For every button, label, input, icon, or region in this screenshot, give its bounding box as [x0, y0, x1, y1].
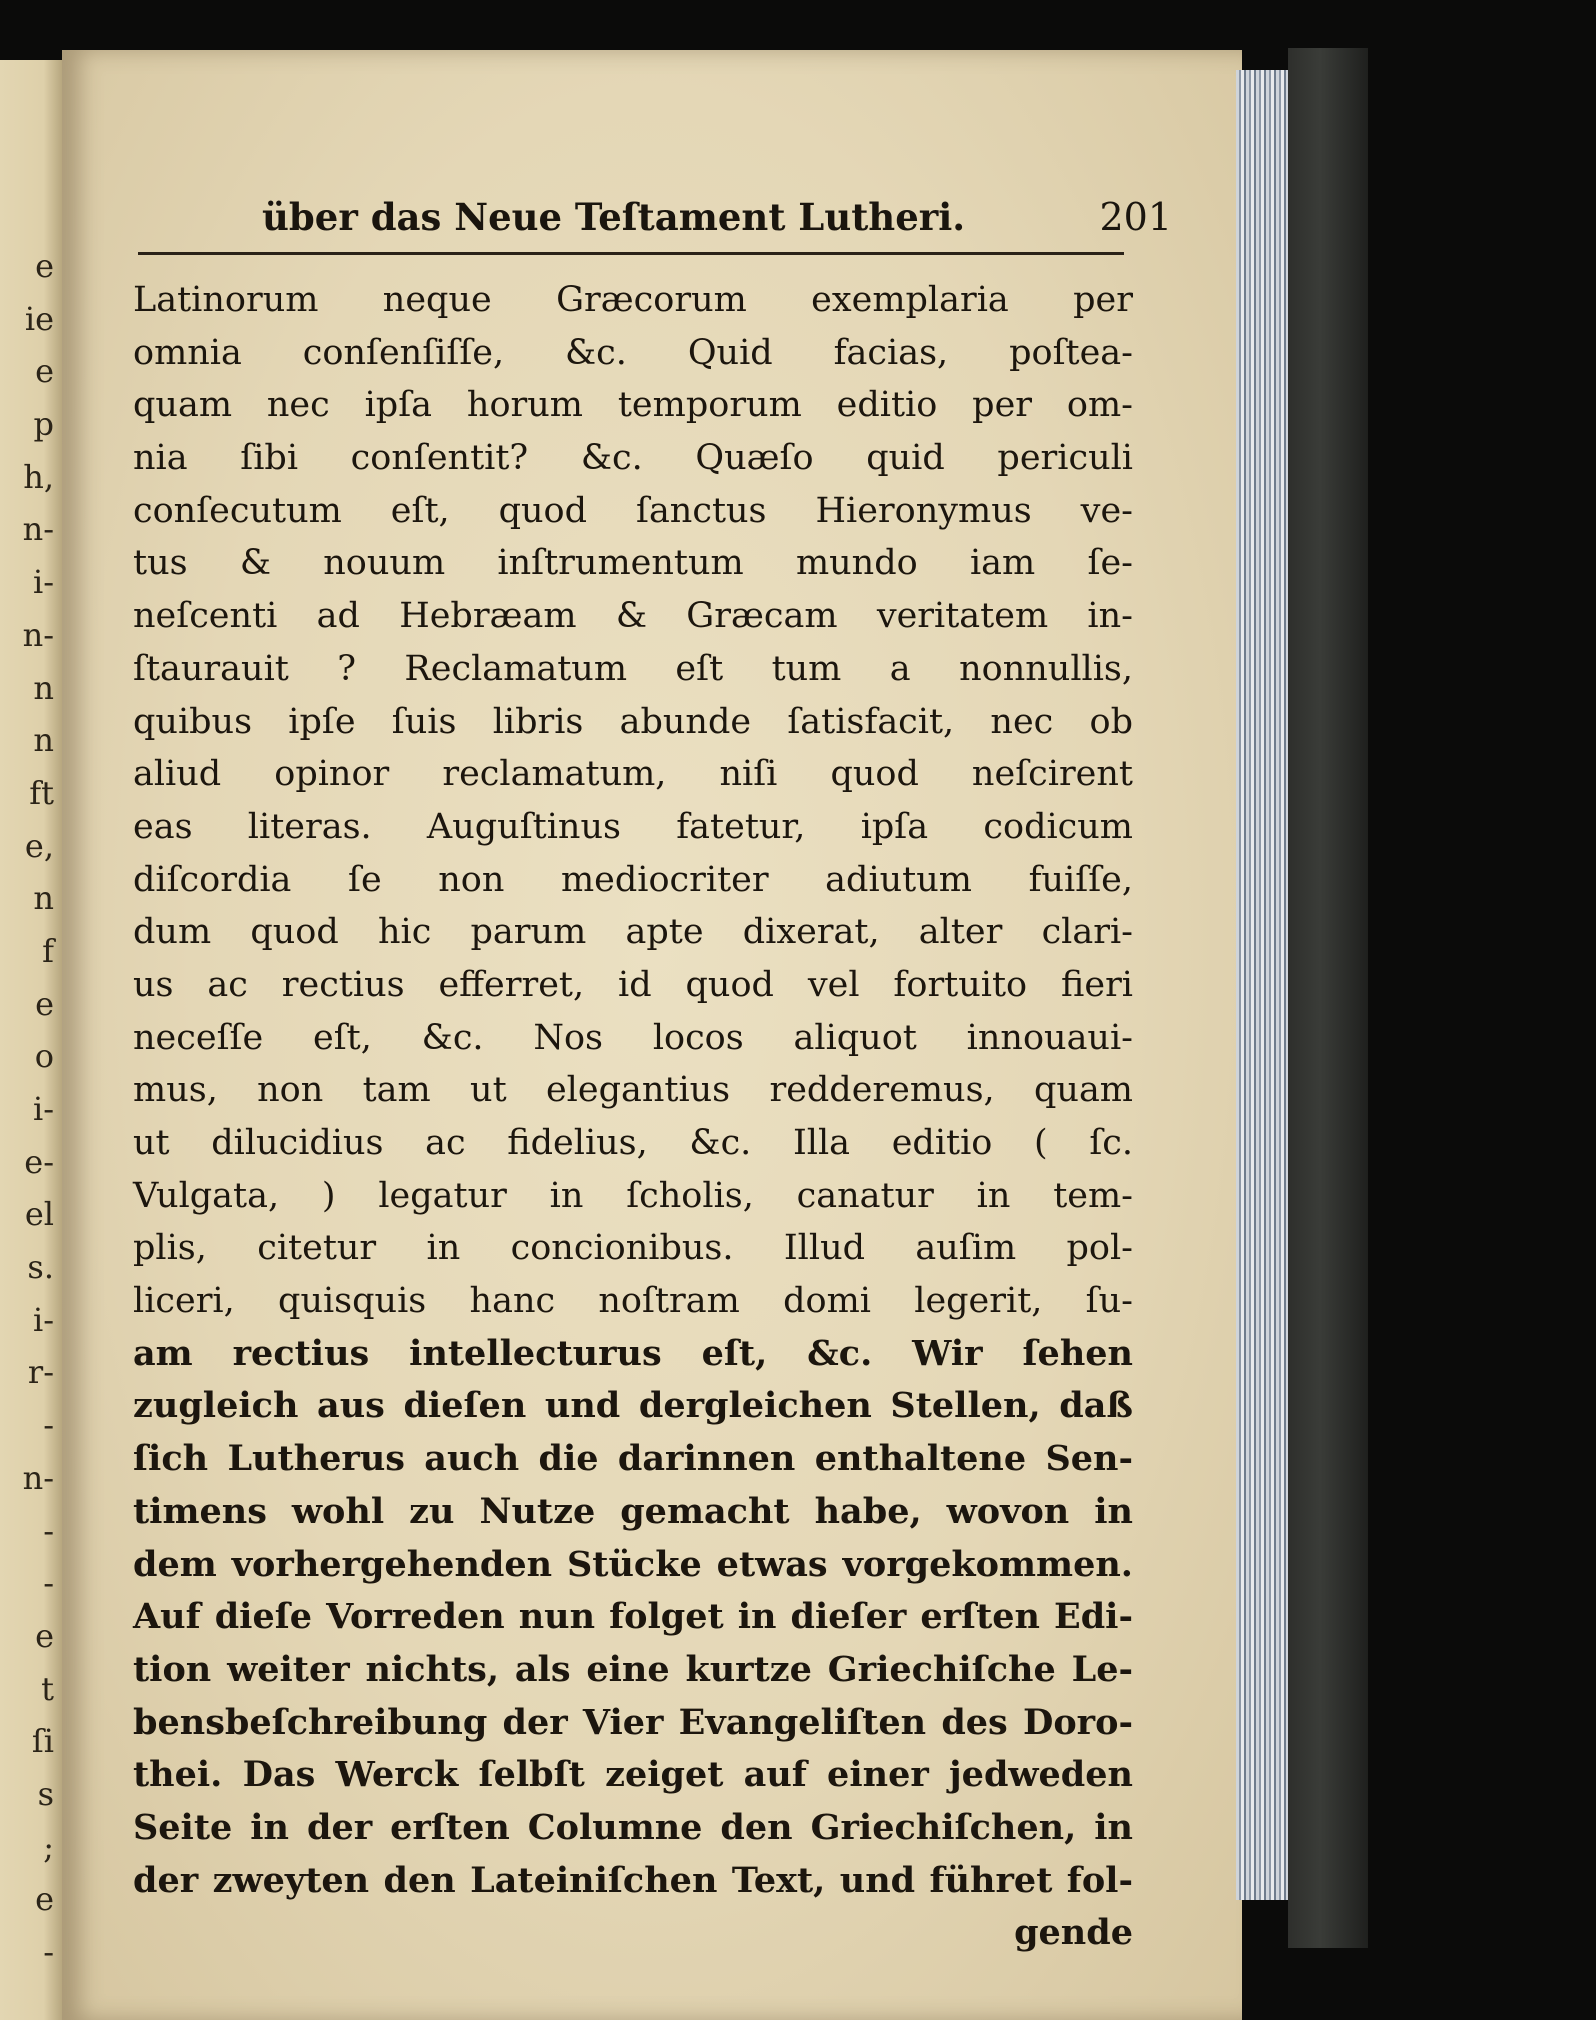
text-line: quam nec ipſa horum temporum editio per om-	[133, 385, 1133, 426]
facing-page-fragment: i-	[32, 1090, 54, 1128]
text-line: ſtaurauit ? Reclamatum eſt tum a nonnullis,	[133, 648, 1133, 689]
facing-page-fragments	[0, 240, 60, 1979]
text-line: dem vorhergehenden Stücke etwas vorgekommen.	[133, 1543, 1133, 1585]
facing-page-fragment: e,	[24, 826, 54, 865]
facing-page-fragment: n	[33, 721, 54, 760]
facing-page-fragment: s	[37, 1774, 54, 1813]
text-line: neceſſe eſt, &c. Nos locos aliquot innouaui-	[133, 1017, 1133, 1058]
facing-page-fragment: i-	[32, 563, 54, 602]
running-head-title: über das Neue Teſtament Lutheri.	[262, 195, 966, 239]
facing-page-fragment: n	[33, 668, 54, 707]
text-line: gende	[1014, 1912, 1133, 1954]
facing-page-fragment: t	[41, 1669, 54, 1708]
facing-page-edge	[0, 60, 62, 2020]
text-line: neſcenti ad Hebræam & Græcam veritatem in-	[133, 596, 1133, 637]
facing-page-fragment: f	[42, 931, 54, 970]
facing-page-fragment: ſi	[31, 1722, 54, 1761]
facing-page-fragment: n-	[22, 1458, 54, 1497]
facing-page-fragment: o	[34, 1037, 54, 1076]
facing-page-fragment: p	[33, 405, 54, 444]
facing-page-fragment: ft	[29, 773, 54, 812]
text-line: Seite in der erſten Columne den Griechiſchen, in	[133, 1806, 1133, 1848]
facing-page-fragment: -	[43, 1933, 54, 1971]
facing-page-fragment: e	[35, 1616, 54, 1655]
facing-page-fragment: e	[35, 984, 54, 1023]
text-line: diſcordia ſe non mediocriter adiutum fuiſſe,	[133, 859, 1133, 900]
text-line: plis, citetur in concionibus. Illud auſim pol-	[133, 1228, 1133, 1269]
page-number: 201	[1099, 195, 1172, 239]
facing-page-fragment: ;	[43, 1827, 54, 1866]
text-line: liceri, quisquis hanc noſtram domi legerit, ſu-	[133, 1281, 1133, 1322]
facing-page-fragment: e	[35, 352, 54, 391]
text-line: ut dilucidius ac fidelius, &c. Illa editio ( ſc.	[133, 1123, 1133, 1163]
text-line: us ac rectius efferret, id quod vel fortuito fieri	[133, 964, 1133, 1005]
text-line: eas literas. Auguſtinus fatetur, ipſa codicum	[133, 806, 1133, 847]
facing-page-fragment: s.	[27, 1248, 54, 1287]
facing-page-fragment: i-	[32, 1300, 54, 1339]
text-line: der zweyten den Lateiniſchen Text, und führet fol-	[133, 1859, 1133, 1901]
text-line: bensbeſchreibung der Vier Evangeliſten des Doro-	[133, 1701, 1133, 1743]
text-line: mus, non tam ut elegantius redderemus, quam	[133, 1070, 1133, 1111]
text-line: am rectius intellecturus eſt, &c. Wir ſehen	[133, 1332, 1133, 1374]
text-line: tus & nouum inſtrumentum mundo iam ſe-	[133, 543, 1133, 584]
text-line: quibus ipſe ſuis libris abunde ſatisfacit, nec ob	[133, 701, 1133, 742]
facing-page-fragment: e-	[24, 1142, 54, 1181]
book-page	[62, 50, 1242, 2020]
facing-page-fragment: ie	[24, 299, 54, 338]
facing-page-fragment: e	[35, 1880, 54, 1919]
facing-page-fragment: r-	[27, 1353, 54, 1392]
header-rule	[138, 252, 1124, 255]
facing-page-fragment: n-	[22, 615, 54, 654]
page-block-edges	[1236, 70, 1288, 1900]
text-line: tion weiter nichts, als eine kurtze Griechiſche Le-	[133, 1648, 1133, 1690]
facing-page-fragment: e	[35, 247, 54, 285]
text-line: zugleich aus dieſen und dergleichen Stellen, daß	[133, 1385, 1133, 1427]
facing-page-fragment: -	[43, 1406, 54, 1445]
facing-page-fragment: n	[33, 879, 54, 918]
text-line: dum quod hic parum apte dixerat, alter clari-	[133, 912, 1133, 953]
text-line: Vulgata, ) legatur in ſcholis, canatur in tem-	[133, 1175, 1133, 1216]
text-line: thei. Das Werck ſelbſt zeiget auf einer jedweden	[133, 1754, 1133, 1796]
text-line: timens wohl zu Nutze gemacht habe, wovon in	[133, 1490, 1133, 1532]
facing-page-fragment: n-	[22, 510, 54, 549]
text-line: ſich Lutherus auch die darinnen enthaltene Sen-	[133, 1438, 1133, 1480]
text-line: conſecutum eſt, quod ſanctus Hieronymus ve-	[133, 490, 1133, 531]
text-line: aliud opinor reclamatum, niſi quod neſcirent	[133, 754, 1133, 795]
text-line: omnia conſenſiſſe, &c. Quid facias, poſtea-	[133, 332, 1133, 373]
book-cover	[1288, 48, 1368, 1948]
body-text	[133, 274, 1133, 1960]
facing-page-fragment: -	[43, 1564, 54, 1603]
text-line: Auf dieſe Vorreden nun folget in dieſer erſten Edi-	[133, 1596, 1133, 1638]
facing-page-fragment: -	[43, 1511, 54, 1550]
text-line: Latinorum neque Græcorum exemplaria per	[133, 280, 1133, 320]
facing-page-fragment: h,	[23, 457, 54, 496]
text-line: nia ſibi conſentit? &c. Quæſo quid periculi	[133, 438, 1133, 479]
facing-page-fragment: el	[24, 1195, 54, 1234]
